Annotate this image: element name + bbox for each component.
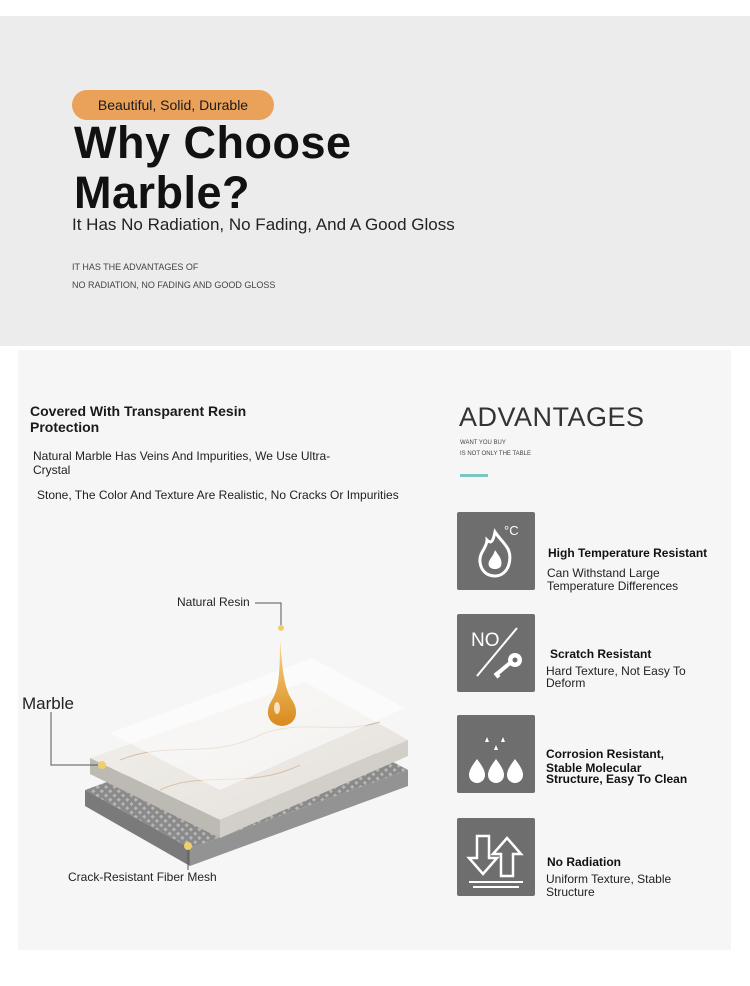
- feature-desc-1: Natural Marble Has Veins And Impurities, We Use Ultra-Crystal: [33, 449, 331, 477]
- small-caption-1: IT HAS THE ADVANTAGES OF: [72, 262, 199, 272]
- advantage-name-3: Corrosion Resistant,: [546, 747, 665, 761]
- resin-marker: [278, 625, 284, 631]
- title-line-2: Marble?: [74, 167, 251, 218]
- advantage-desc-3b: Structure, Easy To Clean: [546, 772, 688, 786]
- advantages-sub-1: WANT YOU BUY: [460, 440, 506, 446]
- advantage-name-1: High Temperature Resistant: [548, 546, 708, 560]
- advantage-desc-2a: Hard Texture, Not Easy To: [546, 664, 686, 678]
- advantage-desc-3a: Stable Molecular: [546, 761, 642, 775]
- flame-icon: [457, 512, 535, 590]
- resin-label: Natural Resin: [177, 595, 250, 609]
- advantage-desc-1b: Temperature Differences: [547, 579, 679, 593]
- feature-desc-2: Stone, The Color And Texture Are Realistic, No Cracks Or Impurities: [37, 488, 399, 502]
- page-subtitle: It Has No Radiation, No Fading, And A Good Gloss: [72, 215, 455, 234]
- advantages-title: ADVANTAGES: [459, 402, 645, 432]
- tagline-badge: Beautiful, Solid, Durable: [72, 90, 274, 120]
- arrows-icon: [457, 818, 535, 896]
- title-line-1: Why Choose: [74, 117, 352, 168]
- advantage-name-4: No Radiation: [547, 855, 621, 869]
- advantage-name-2: Scratch Resistant: [550, 647, 652, 661]
- marble-marker: [98, 761, 106, 769]
- mesh-label: Crack-Resistant Fiber Mesh: [68, 870, 217, 884]
- advantage-desc-1a: Can Withstand Large: [547, 566, 660, 580]
- svg-text:NO: NO: [471, 630, 500, 651]
- droplets-icon: [457, 715, 535, 793]
- advantages-accent-bar: [460, 474, 488, 477]
- marble-label: Marble: [22, 694, 74, 713]
- feature-title: Covered With Transparent Resin Protection: [30, 403, 247, 435]
- no-scratch-icon: [457, 614, 535, 692]
- advantage-desc-4b: Structure: [546, 885, 595, 899]
- mesh-marker: [184, 842, 192, 850]
- advantages-sub-2: IS NOT ONLY THE TABLE: [460, 451, 532, 457]
- small-caption-2: NO RADIATION, NO FADING AND GOOD GLOSS: [72, 280, 276, 290]
- advantage-desc-2b: Deform: [546, 676, 586, 690]
- advantage-desc-4a: Uniform Texture, Stable: [546, 872, 672, 886]
- svg-text:°C: °C: [504, 523, 519, 538]
